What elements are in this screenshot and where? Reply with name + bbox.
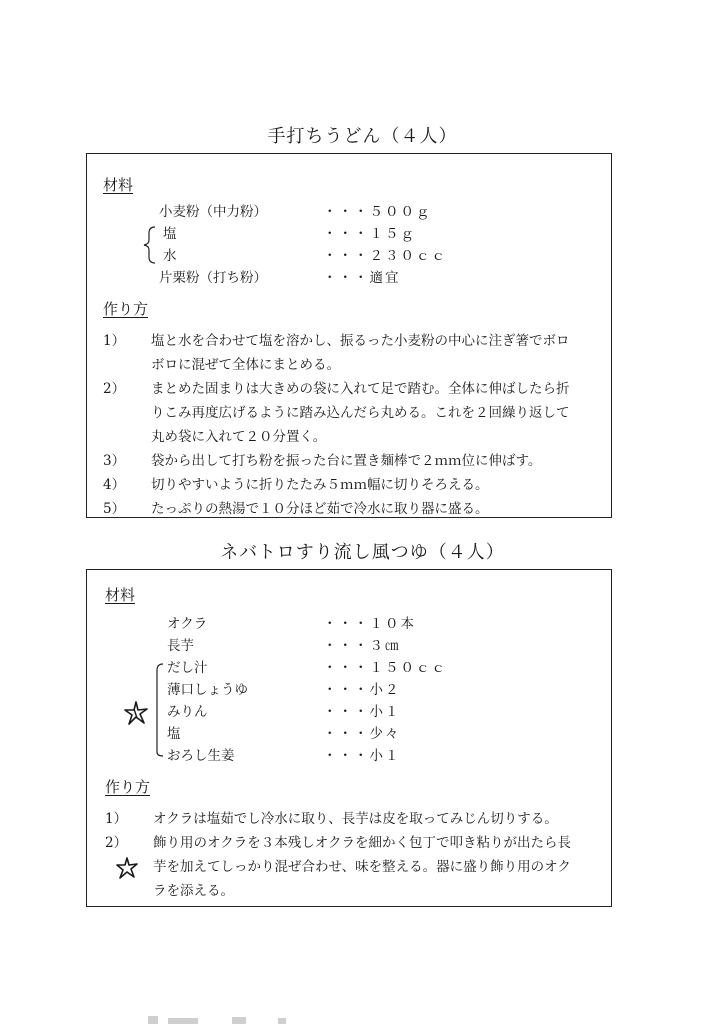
tsuyu-ingredient-name: オクラ — [167, 616, 208, 632]
tsuyu-step-text: 飾り用のオクラを３本残しオクラを細かく包丁で叩き粘りが出たら長芋を加えてしっかり混ぜ合わせ、味を整える。器に盛り飾り用のオクラを添える。 — [153, 835, 571, 899]
tsuyu-ingredients-heading: 材料 — [105, 586, 136, 604]
scan-artifact — [148, 1016, 158, 1024]
tsuyu-step-number: 2） — [105, 835, 128, 851]
udon-ingredient-name: 水 — [163, 248, 177, 264]
udon-ingredients-heading: 材料 — [103, 176, 134, 194]
handwritten-star-mark-icon — [123, 700, 149, 726]
udon-step-number: 2） — [103, 381, 126, 397]
tsuyu-ingredient-amount: ・・・小１ — [323, 748, 401, 764]
udon-step-text: 切りやすいように折りたたみ５ｍｍ幅に切りそろえる。 — [151, 477, 489, 493]
udon-title: 手打ちうどん（４人） — [267, 126, 458, 147]
tsuyu-ingredient-name: 薄口しょうゆ — [167, 682, 248, 698]
udon-recipe-box — [86, 153, 612, 518]
seasoning-bracket — [151, 660, 165, 760]
udon-method-heading: 作り方 — [103, 300, 149, 318]
tsuyu-method-heading: 作り方 — [105, 778, 151, 796]
udon-ingredient-name: 塩 — [163, 226, 177, 242]
handwritten-star-mark-icon — [115, 856, 139, 880]
udon-step-text: 塩と水を合わせて塩を溶かし、振るった小麦粉の中心に注ぎ箸でボロボロに混ぜて全体にまとめる。 — [151, 333, 570, 373]
tsuyu-ingredient-name: だし汁 — [167, 660, 208, 676]
tsuyu-ingredient-name: おろし生姜 — [167, 748, 235, 764]
tsuyu-ingredient-amount: ・・・小２ — [323, 682, 401, 698]
scan-artifact — [232, 1017, 246, 1024]
udon-step-number: 5） — [103, 501, 126, 517]
udon-step-number: 1） — [103, 333, 126, 349]
udon-step-text: まとめた固まりは大きめの袋に入れて足で踏む。全体に伸ばしたら折りこみ再度広げるように踏み込んだら丸める。これを２回繰り返して丸め袋に入れて２０分置く。 — [151, 381, 570, 445]
tsuyu-ingredient-name: 塩 — [167, 726, 181, 742]
udon-step-number: 3） — [103, 453, 126, 469]
udon-step-number: 4） — [103, 477, 126, 493]
udon-ingredient-amount: ・・・１５ｇ — [323, 226, 416, 242]
tsuyu-ingredient-amount: ・・・３㎝ — [323, 638, 401, 654]
tsuyu-ingredient-amount: ・・・少々 — [323, 726, 401, 742]
tsuyu-ingredient-amount: ・・・１５０ｃｃ — [323, 660, 447, 676]
udon-ingredient-amount: ・・・５００ｇ — [323, 204, 432, 220]
tsuyu-title: ネバトロすり流し風つゆ（４人） — [220, 542, 505, 563]
tsuyu-ingredient-amount: ・・・小１ — [323, 704, 401, 720]
tsuyu-ingredient-name: みりん — [167, 704, 208, 720]
scan-artifact — [168, 1018, 198, 1024]
udon-ingredient-name: 小麦粉（中力粉） — [159, 204, 267, 220]
salt-water-brace — [139, 225, 159, 265]
udon-ingredient-name: 片栗粉（打ち粉） — [159, 270, 267, 286]
tsuyu-ingredient-name: 長芋 — [167, 638, 194, 654]
udon-ingredient-amount: ・・・適宜 — [323, 270, 401, 286]
tsuyu-step-text: オクラは塩茹でし冷水に取り、長芋は皮を取ってみじん切りする。 — [153, 811, 558, 827]
tsuyu-step-number: 1） — [105, 811, 128, 827]
udon-step-text: 袋から出して打ち粉を振った台に置き麺棒で２ｍｍ位に伸ばす。 — [151, 453, 542, 469]
scan-artifact — [278, 1018, 286, 1024]
udon-step-text: たっぷりの熱湯で１０分ほど茹で冷水に取り器に盛る。 — [151, 501, 489, 517]
tsuyu-recipe-box — [86, 569, 612, 907]
udon-ingredient-amount: ・・・２３０ｃｃ — [323, 248, 447, 264]
tsuyu-ingredient-amount: ・・・１０本 — [323, 616, 416, 632]
